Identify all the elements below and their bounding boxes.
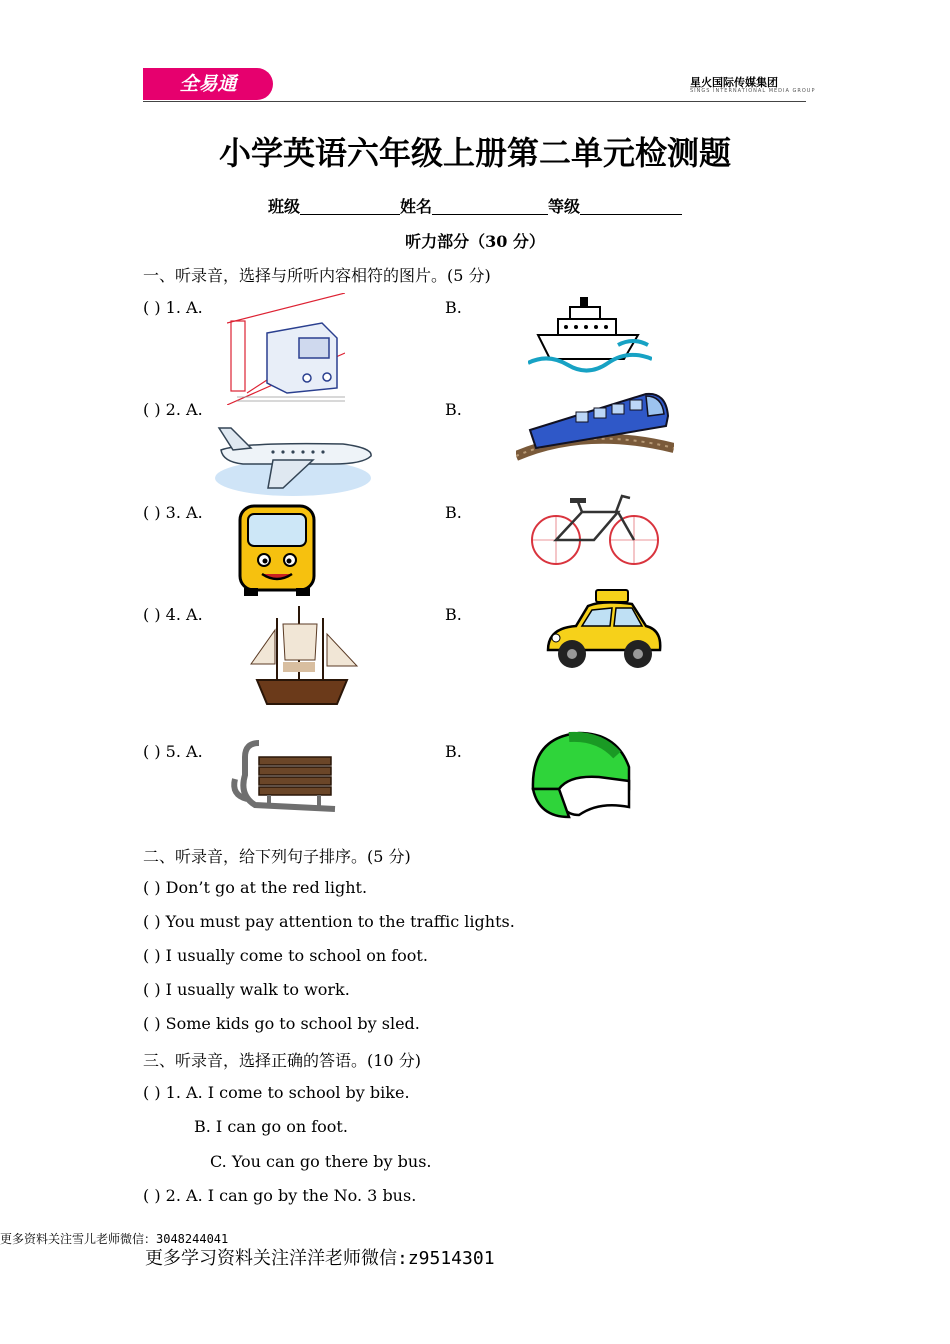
question-label: ( ) 4. A. xyxy=(143,605,203,624)
question-option-a: ( ) 1. A. I come to school by bike. xyxy=(143,1083,410,1102)
question-label: ( ) 3. A. xyxy=(143,503,203,522)
list-item: ( ) Don’t go at the red light. xyxy=(143,878,368,897)
option-b-label: B. xyxy=(445,400,462,419)
bicycle-icon xyxy=(530,490,660,568)
train-icon xyxy=(516,386,674,462)
header-divider xyxy=(143,101,806,102)
publisher-subtitle: SINGS INTERNATIONAL MEDIA GROUP xyxy=(690,88,816,94)
class-label: 班级 xyxy=(267,197,300,216)
sailing-ship-icon xyxy=(243,600,359,706)
option-b-label: B. xyxy=(445,742,462,761)
listening-part-title: 听力部分（30 分） xyxy=(405,232,545,251)
question-label: ( ) 1. A. xyxy=(143,298,203,317)
section3-heading: 三、听录音，选择正确的答语。(10 分) xyxy=(143,1051,421,1070)
question-option-c: C. You can go there by bus. xyxy=(210,1152,432,1171)
subway-train-icon xyxy=(227,293,345,405)
list-item: ( ) Some kids go to school by sled. xyxy=(143,1014,420,1033)
list-item: ( ) I usually come to school on foot. xyxy=(143,946,428,965)
publisher-name: 星火国际传媒集团 xyxy=(690,76,778,89)
option-b-label: B. xyxy=(445,298,462,317)
list-item: ( ) You must pay attention to the traffic lights. xyxy=(143,912,515,931)
question-label: ( ) 5. A. xyxy=(143,742,203,761)
section2-heading: 二、听录音，给下列句子排序。(5 分) xyxy=(143,847,411,866)
question-option-a: ( ) 2. A. I can go by the No. 3 bus. xyxy=(143,1186,417,1205)
page-title: 小学英语六年级上册第二单元检测题 xyxy=(218,134,731,172)
helmet-icon xyxy=(529,727,633,819)
cruise-ship-icon xyxy=(528,293,652,375)
watermark-text: 更多学习资料关注洋洋老师微信:z9514301 xyxy=(145,1248,495,1269)
grade-label: 等级 xyxy=(548,197,581,216)
bus-icon xyxy=(232,500,322,598)
student-info-fields xyxy=(0,194,950,217)
sled-icon xyxy=(229,735,341,821)
question-label: ( ) 2. A. xyxy=(143,400,203,419)
section1-heading: 一、听录音，选择与所听内容相符的图片。(5 分) xyxy=(143,266,491,285)
question-option-b: B. I can go on foot. xyxy=(194,1117,348,1136)
brand-logo: 全易通 xyxy=(143,68,273,100)
name-label: 姓名 xyxy=(399,197,432,216)
list-item: ( ) I usually walk to work. xyxy=(143,980,350,999)
taxi-icon xyxy=(542,588,664,678)
watermark-text: 更多资料关注雪儿老师微信：3048244041 xyxy=(0,1232,229,1246)
class-blank[interactable] xyxy=(300,198,400,215)
name-blank[interactable] xyxy=(432,198,548,215)
option-b-label: B. xyxy=(445,605,462,624)
grade-blank[interactable] xyxy=(580,198,682,215)
option-b-label: B. xyxy=(445,503,462,522)
airplane-icon xyxy=(213,420,375,498)
